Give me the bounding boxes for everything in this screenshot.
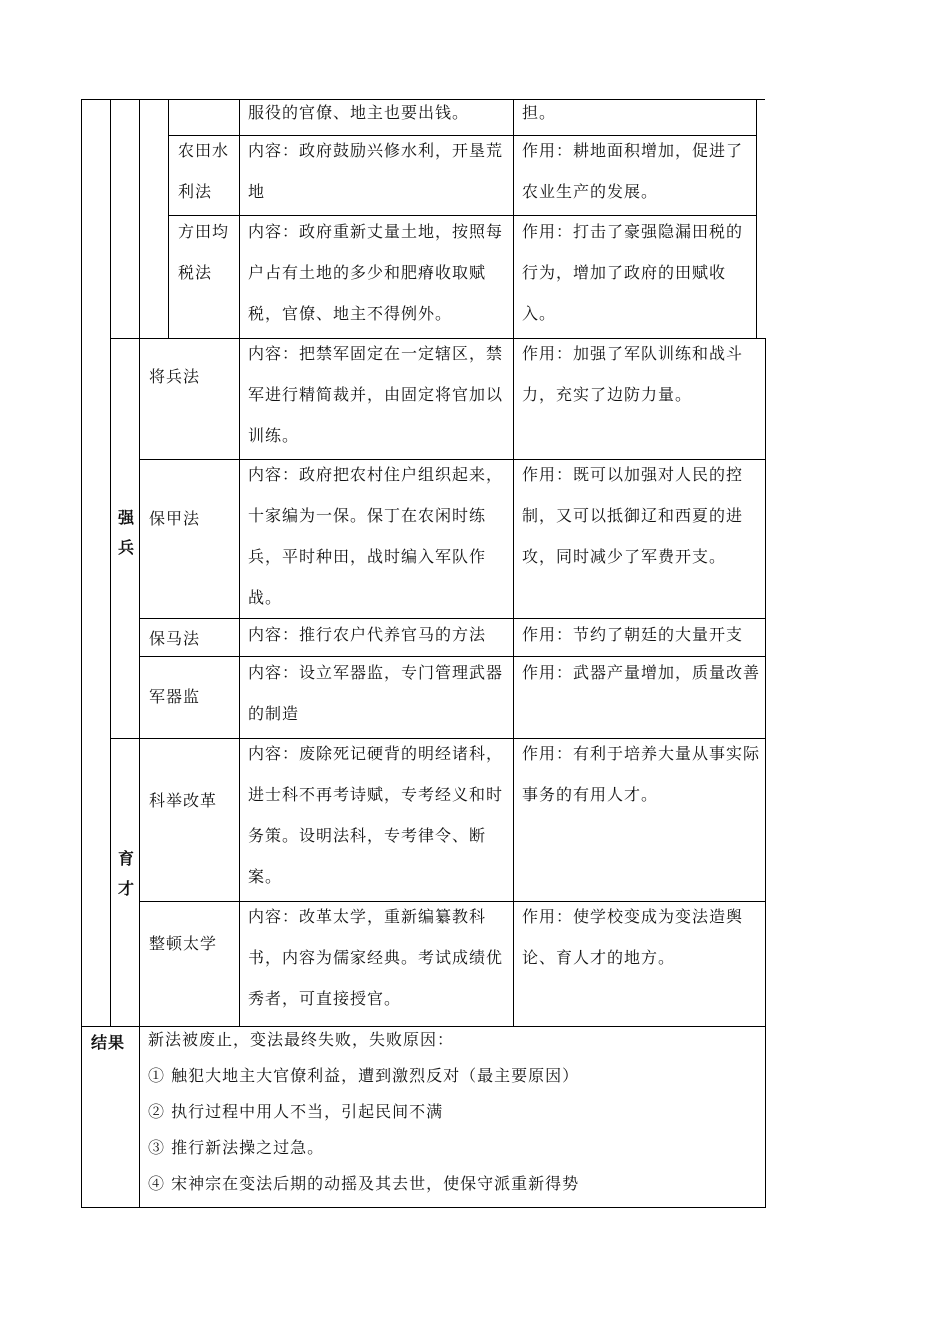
table-cell-name: 科举改革 — [149, 791, 218, 810]
table-cell-name: 将兵法 — [149, 367, 201, 386]
section-label-result: 结果 — [91, 1033, 126, 1052]
table-cell-name: 保甲法 — [149, 509, 201, 528]
table-cell-content: 内容：把禁军固定在一定辖区，禁军进行精简裁并，由固定将官加以训练。 — [248, 344, 504, 445]
table-cell-effect: 作用：使学校变成为变法造舆论、育人才的地方。 — [522, 907, 744, 967]
table-cell-effect: 作用：打击了豪强隐漏田税的行为，增加了政府的田赋收入。 — [522, 222, 744, 323]
table-cell-content: 内容：推行农户代养官马的方法 — [248, 625, 487, 644]
table-cell-effect: 作用：节约了朝廷的大量开支 — [522, 625, 744, 644]
table-cell-name: 农田水利法 — [178, 141, 230, 201]
section-label-qiangbing: 强兵 — [117, 508, 134, 557]
table-cell-content: 内容：废除死记硬背的明经诸科，进士科不再考诗赋，专考经义和时务策。设明法科，专考律令、断案。 — [248, 744, 504, 886]
section-label-yucai: 育才 — [117, 849, 134, 898]
table-cell-effect: 作用：有利于培养大量从事实际事务的有用人才。 — [522, 744, 761, 804]
table-cell-effect: 作用：加强了军队训练和战斗力，充实了边防力量。 — [522, 344, 744, 404]
table-cell-content: 内容：政府重新丈量土地，按照每户占有土地的多少和肥瘠收取赋税，官僚、地主不得例外。 — [248, 222, 504, 323]
table-cell-content: 内容：设立军器监，专门管理武器的制造 — [248, 663, 504, 723]
table-cell-name: 保马法 — [149, 629, 201, 648]
table-cell-content: 服役的官僚、地主也要出钱。 — [248, 103, 470, 122]
result-line: ④ 宋神宗在变法后期的动摇及其去世，使保守派重新得势 — [148, 1174, 580, 1193]
table-cell-name: 军器监 — [149, 687, 201, 706]
table-cell-effect: 作用：既可以加强对人民的控制，又可以抵御辽和西夏的进攻，同时减少了军费开支。 — [522, 465, 744, 566]
result-line: ② 执行过程中用人不当，引起民间不满 — [148, 1102, 444, 1121]
table-cell-effect: 担。 — [522, 103, 557, 122]
result-line: ① 触犯大地主大官僚利益，遭到激烈反对（最主要原因） — [148, 1066, 580, 1085]
result-line: ③ 推行新法操之过急。 — [148, 1138, 325, 1157]
table-cell-effect: 作用：耕地面积增加，促进了农业生产的发展。 — [522, 141, 744, 201]
result-line: 新法被废止，变法最终失败，失败原因： — [148, 1030, 455, 1049]
table-cell-name: 整顿太学 — [149, 934, 218, 953]
table-cell-effect: 作用：武器产量增加，质量改善 — [522, 663, 761, 682]
table-cell-content: 内容：改革太学，重新编纂教科书，内容为儒家经典。考试成绩优秀者，可直接授官。 — [248, 907, 504, 1008]
table-cell-content: 内容：政府把农村住户组织起来，十家编为一保。保丁在农闲时练兵，平时种田，战时编入军队作战。 — [248, 465, 504, 607]
table-cell-name: 方田均税法 — [178, 222, 230, 282]
table-cell-content: 内容：政府鼓励兴修水利，开垦荒地 — [248, 141, 504, 201]
